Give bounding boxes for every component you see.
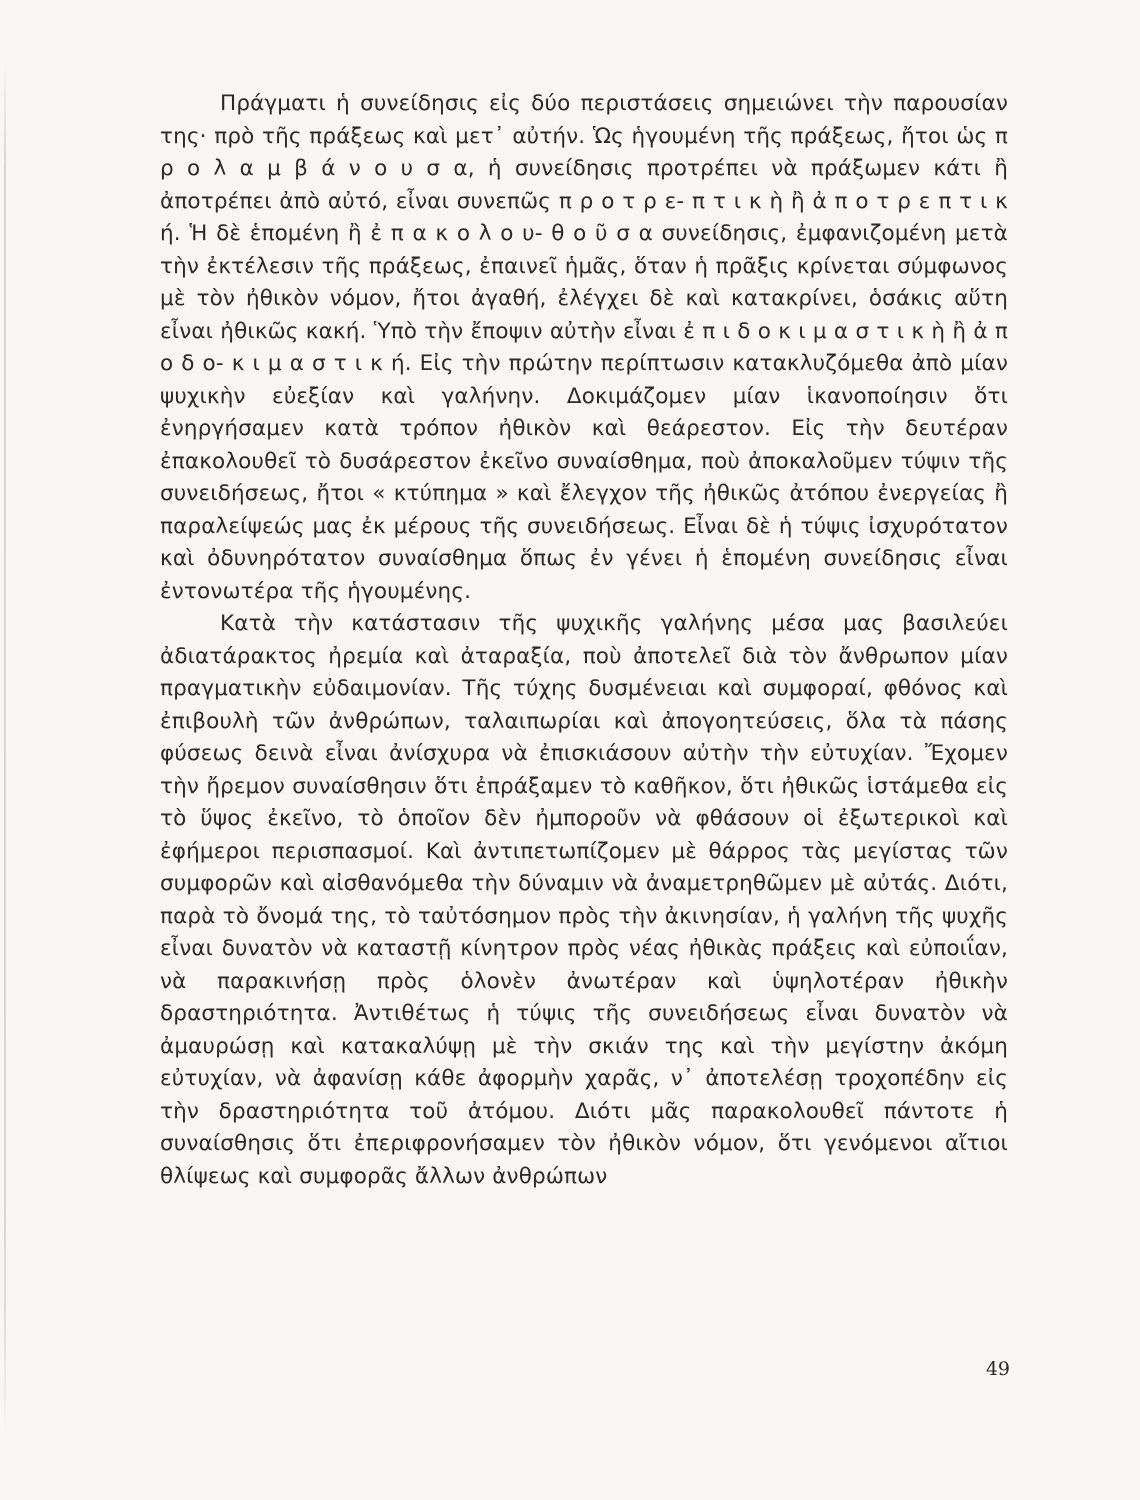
binding-edge: [4, 60, 6, 1440]
page-number: 49: [985, 1358, 1010, 1380]
paragraph-2: Κατὰ τὴν κατάστασιν τῆς ψυχικῆς γαλήνης μέσα μας βασιλεύει ἀδιατάρακτος ἠρεμία καὶ ἀταραξία, ποὺ ἀποτελεῖ διὰ τὸν ἄνθρωπον μίαν πραγματικὴν εὐδαιμονίαν. Τῆς τύχης δυσμένειαι καὶ συμφοραί, φθόνος καὶ ἐπιβουλὴ τῶν ἀνθρώπων, ταλαιπωρίαι καὶ ἀπογοητεύσεις, ὅλα τὰ πάσης φύσεως δεινὰ εἶναι ἀνίσχυρα νὰ ἐπισκιάσουν αὐτὴν τὴν εὐτυχίαν. Ἔχομεν τὴν ἤρεμον συναίσθησιν ὅτι ἐπράξαμεν τὸ καθῆκον, ὅτι ἠθικῶς ἱστάμεθα εἰς τὸ ὕψος ἐκεῖνο, τὸ ὁποῖον δὲν ἠμποροῦν νὰ φθάσουν οἱ ἐξωτερικοὶ καὶ ἐφήμεροι περισπασμοί. Καὶ ἀντιπετωπίζομεν μὲ θάρρος τὰς μεγίστας τῶν συμφορῶν καὶ αἰσθανόμεθα τὴν δύναμιν νὰ ἀναμετρηθῶμεν μὲ αὐτάς. Διότι, παρὰ τὸ ὄνομά της, τὸ ταὐτόσημον πρὸς τὴν ἀκινησίαν, ἡ γαλήνη τῆς ψυχῆς εἶναι δυνατὸν νὰ καταστῇ κίνητρον πρὸς νέας ἠθικὰς πράξεις καὶ εὐποιΐαν, νὰ παρακινήσῃ πρὸς ὁλονὲν ἀνωτέραν καὶ ὑψηλοτέραν ἠθικὴν δραστηριότητα. Ἀντιθέτως ἡ τύψις τῆς συνειδήσεως εἶναι δυνατὸν νὰ ἀμαυρώσῃ καὶ κατακαλύψῃ μὲ τὴν σκιάν της καὶ τὴν μεγίστην ἀκόμη εὐτυχίαν, νὰ ἀφανίσῃ κάθε ἀφορμὴν χαρᾶς, ν᾽ ἀποτελέσῃ τροχοπέδην εἰς τὴν δραστηριότητα τοῦ ἀτόμου. Διότι μᾶς παρακολουθεῖ πάντοτε ἡ συναίσθησις ὅτι ἐπεριφρονήσαμεν τὸν ἠθικὸν νόμον, ὅτι γενόμενοι αἴτιοι θλίψεως καὶ συμφορᾶς ἄλλων ἀνθρώπων: [160, 611, 1008, 1189]
body-text: [160, 88, 1008, 1193]
paragraph-1: Πράγματι ἡ συνείδησις εἰς δύο περιστάσεις σημειώνει τὴν παρουσίαν της· πρὸ τῆς πράξεως καὶ μετ᾽ αὐτήν. Ὡς ἡγουμένη τῆς πράξεως, ἤτοι ὡς π ρ ο λ α μ β ά ν ο υ σ α, ἡ συνείδησις προτρέπει νὰ πράξωμεν κάτι ἢ ἀποτρέπει ἀπὸ αὐτό, εἶναι συνεπῶς π ρ ο τ ρ ε- π τ ι κ ὴ ἢ ἀ π ο τ ρ ε π τ ι κ ή. Ἡ δὲ ἑπομένη ἢ ἐ π α κ ο λ ο υ- θ ο ῦ σ α συνείδησις, ἐμφανιζομένη μετὰ τὴν ἐκτέλεσιν τῆς πράξεως, ἐπαινεῖ ἡμᾶς, ὅταν ἡ πρᾶξις κρίνεται σύμφωνος μὲ τὸν ἠθικὸν νόμον, ἤτοι ἀγαθή, ἐλέγχει δὲ καὶ κατακρίνει, ὁσάκις αὕτη εἶναι ἠθικῶς κακή. Ὑπὸ τὴν ἔποψιν αὐτὴν εἶναι ἐ π ι δ ο κ ι μ α σ τ ι κ ὴ ἢ ἀ π ο δ ο- κ ι μ α σ τ ι κ ή. Εἰς τὴν πρώτην περίπτωσιν κατακλυζόμεθα ἀπὸ μίαν ψυχικὴν εὐεξίαν καὶ γαλήνην. Δοκιμάζομεν μίαν ἱκανοποίησιν ὅτι ἐνηργήσαμεν κατὰ τρόπον ἠθικὸν καὶ θεάρεστον. Εἰς τὴν δευτέραν ἐπακολουθεῖ τὸ δυσάρεστον ἐκεῖνο συναίσθημα, ποὺ ἀποκαλοῦμεν τύψιν τῆς συνειδήσεως, ἤτοι « κτύπημα » καὶ ἔλεγχον τῆς ἠθικῶς ἀτόπου ἐνεργείας ἢ παραλείψεώς μας ἐκ μέρους τῆς συνειδήσεως. Εἶναι δὲ ἡ τύψις ἰσχυρότατον καὶ ὀδυνηρότατον συναίσθημα ὅπως ἐν γένει ἡ ἑπομένη συνείδησις εἶναι ἐντονωτέρα τῆς ἡγουμένης.: [160, 91, 1008, 604]
